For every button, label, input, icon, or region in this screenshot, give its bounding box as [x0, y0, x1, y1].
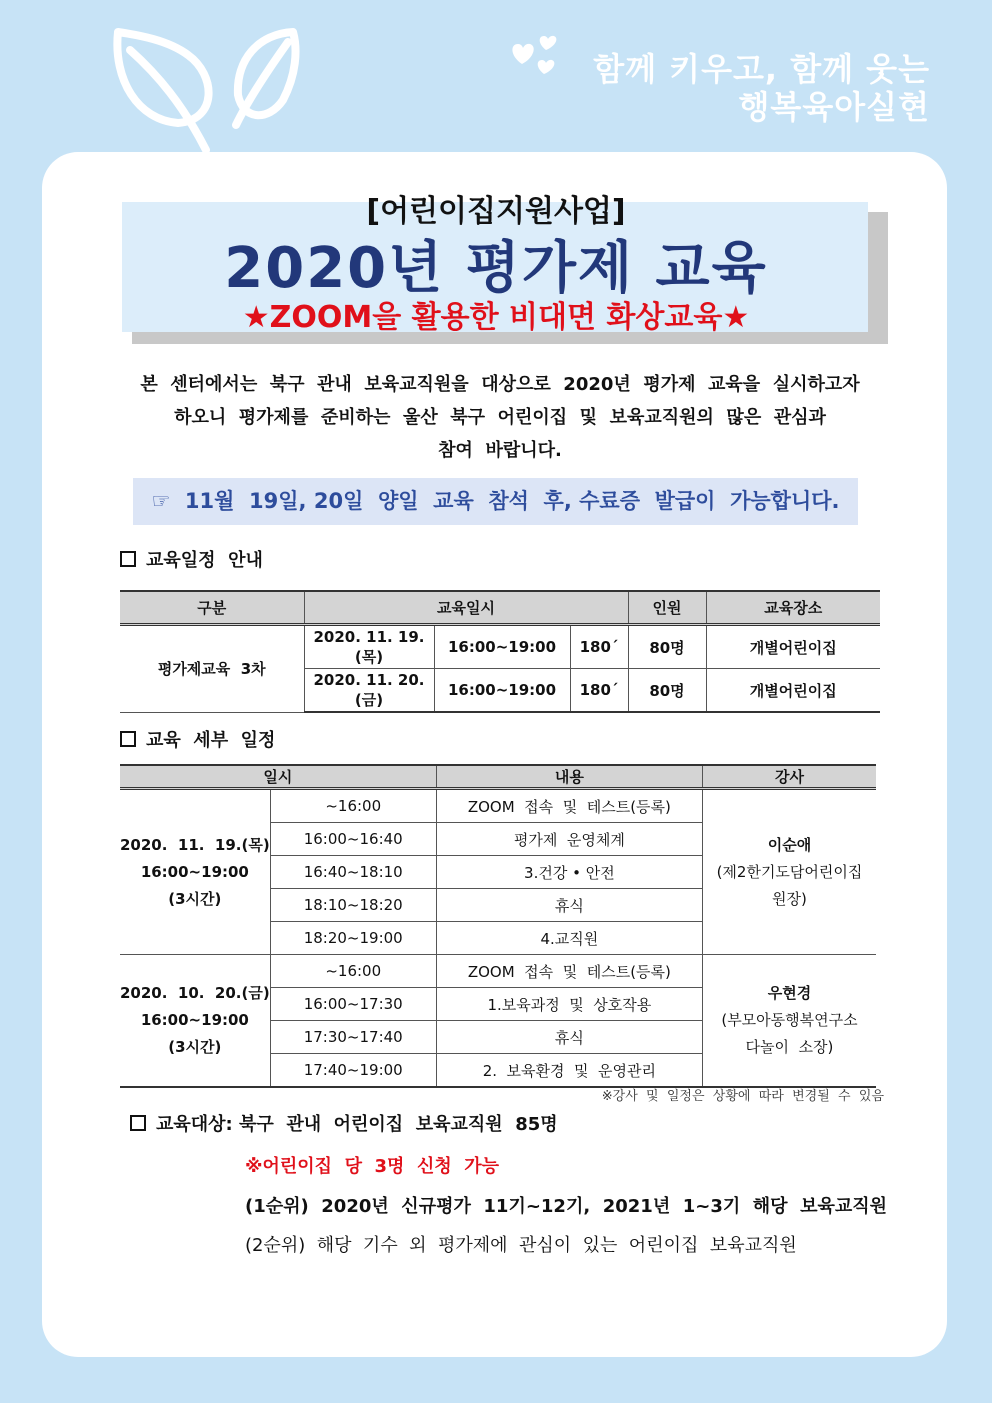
header-people: 인원 — [628, 591, 706, 625]
schedule-time: 16:00~19:00 — [434, 625, 570, 669]
intro-text — [110, 368, 890, 467]
session-content: 휴식 — [436, 889, 702, 922]
session-content: 3.건강 • 안전 — [436, 856, 702, 889]
day1-duration: (3시간) — [168, 889, 222, 908]
day2-duration: (3시간) — [168, 1038, 222, 1056]
schedule-place: 개별어린이집 — [706, 669, 880, 713]
schedule-header-row — [120, 591, 880, 625]
schedule-people: 80명 — [628, 669, 706, 713]
header-content: 내용 — [436, 765, 702, 789]
lecturer-name: 이순애 — [767, 835, 812, 854]
schedule-minutes: 180´ — [570, 625, 628, 669]
page-subtitle: ★ZOOM을 활용한 비대면 화상교육★ — [242, 300, 750, 335]
session-content: 2. 보육환경 및 운영관리 — [436, 1054, 702, 1088]
application-limit: ※어린이집 당 3명 신청 가능 — [245, 1156, 500, 1177]
page-title: 2020년 평가제 교육 — [224, 236, 768, 301]
title-tag: [어린이집지원사업] — [366, 194, 626, 229]
schedule-minutes: 180´ — [570, 669, 628, 713]
header-datetime: 일시 — [120, 765, 436, 789]
session-time: 16:40~18:10 — [270, 856, 436, 889]
intro-line-2: 하오니 평가제를 준비하는 울산 북구 어린이집 및 보육교직원의 많은 관심과 — [174, 407, 826, 428]
lecturer-name: 우현경 — [767, 984, 812, 1002]
lecturer-org: 다놀이 소장) — [745, 1038, 834, 1056]
session-time: 16:00~16:40 — [270, 823, 436, 856]
day1-date-cell — [120, 789, 270, 955]
table-row — [120, 789, 876, 823]
slogan — [593, 50, 930, 126]
checkbox-square-icon — [120, 731, 136, 747]
session-content: ZOOM 접속 및 테스트(등록) — [436, 789, 702, 823]
schedule-date: 2020. 11. 20.(금) — [304, 669, 434, 713]
intro-line-3: 참여 바랍니다. — [438, 440, 562, 461]
checkbox-square-icon — [120, 551, 136, 567]
schedule-place: 개별어린이집 — [706, 625, 880, 669]
detail-heading-text: 교육 세부 일정 — [146, 730, 276, 751]
day2-date-cell — [120, 955, 270, 1088]
detail-section-heading — [120, 726, 275, 752]
checkbox-square-icon — [130, 1115, 146, 1131]
session-time: 16:00~17:30 — [270, 988, 436, 1021]
certificate-notice: ☞ 11월 19일, 20일 양일 교육 참석 후, 수료증 발급이 가능합니다. — [133, 478, 858, 525]
session-time: 18:20~19:00 — [270, 922, 436, 955]
schedule-date: 2020. 11. 19.(목) — [304, 625, 434, 669]
session-content: 평가제 운영체계 — [436, 823, 702, 856]
day1-date: 2020. 11. 19.(목) — [120, 835, 270, 854]
schedule-footnote: ※강사 및 일정은 상황에 따라 변경될 수 있음 — [601, 1089, 884, 1104]
table-row — [120, 955, 876, 988]
priority-1: (1순위) 2020년 신규평가 11기~12기, 2021년 1~3기 해당 보육교직원 — [245, 1196, 888, 1217]
session-time: 18:10~18:20 — [270, 889, 436, 922]
header-lecturer: 강사 — [702, 765, 876, 789]
header-datetime: 교육일시 — [304, 591, 628, 625]
lecturer-org: (제2한기도담어린이집 — [716, 862, 863, 881]
schedule-table — [120, 590, 880, 713]
leaf-logo-icon — [108, 20, 308, 155]
day1-lecturer-cell — [702, 789, 876, 955]
header-place: 교육장소 — [706, 591, 880, 625]
detail-table — [120, 764, 876, 1088]
hearts-icon — [508, 28, 568, 78]
day2-lecturer-cell — [702, 955, 876, 1088]
schedule-people: 80명 — [628, 625, 706, 669]
session-time: ~16:00 — [270, 955, 436, 988]
session-content: 1.보육과정 및 상호작용 — [436, 988, 702, 1021]
slogan-line-1: 함께 키우고, 함께 웃는 — [593, 50, 930, 88]
day1-hours: 16:00~19:00 — [140, 862, 249, 881]
schedule-section-heading — [120, 546, 263, 572]
lecturer-org: (부모아동행복연구소 — [721, 1011, 858, 1029]
session-content: 휴식 — [436, 1021, 702, 1054]
table-row — [120, 625, 880, 669]
header-category: 구분 — [120, 591, 304, 625]
schedule-category: 평가제교육 3차 — [120, 625, 304, 713]
target-heading-text: 교육대상: 북구 관내 어린이집 보육교직원 85명 — [156, 1114, 558, 1135]
schedule-heading-text: 교육일정 안내 — [146, 550, 263, 571]
session-time: ~16:00 — [270, 789, 436, 823]
detail-header-row — [120, 765, 876, 789]
session-time: 17:40~19:00 — [270, 1054, 436, 1088]
slogan-line-2: 행복육아실현 — [738, 88, 930, 126]
priority-2: (2순위) 해당 기수 외 평가제에 관심이 있는 어린이집 보육교직원 — [245, 1235, 797, 1256]
intro-line-1: 본 센터에서는 북구 관내 보육교직원을 대상으로 2020년 평가제 교육을 실시하고자 — [140, 374, 860, 395]
day2-date: 2020. 10. 20.(금) — [120, 984, 270, 1002]
target-section-heading — [130, 1110, 558, 1136]
session-time: 17:30~17:40 — [270, 1021, 436, 1054]
day2-hours: 16:00~19:00 — [140, 1011, 249, 1029]
schedule-time: 16:00~19:00 — [434, 669, 570, 713]
session-content: 4.교직원 — [436, 922, 702, 955]
lecturer-org: 원장) — [772, 889, 807, 908]
session-content: ZOOM 접속 및 테스트(등록) — [436, 955, 702, 988]
